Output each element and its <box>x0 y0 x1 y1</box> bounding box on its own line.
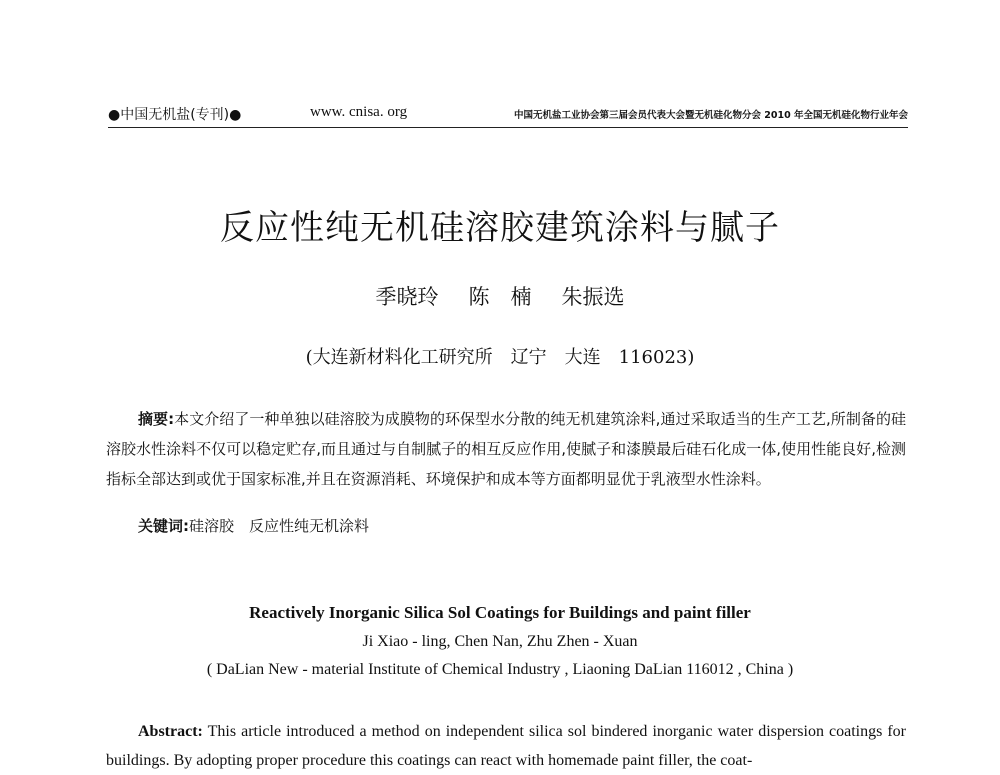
abstract-en <box>106 717 906 775</box>
author-name: 陈 楠 <box>468 285 532 309</box>
paper-title-en: Reactively Inorganic Silica Sol Coatings for Buildings and paint filler <box>249 603 751 622</box>
journal-website[interactable]: www. cnisa. org <box>310 104 408 120</box>
running-header <box>108 102 908 124</box>
abstract-text-cn: 本文介绍了一种单独以硅溶胶为成膜物的环保型水分散的纯无机建筑涂料,通过采取适当的生产工艺,所制备的硅溶胶水性涂料不仅可以稳定贮存,而且通过与自制腻子的相互反应作用,使腻子和漆膜最后硅石化成一体,使用性能良好,检测指标全部达到或优于国家标准,并且在资源消耗、环境保护和成本等方面都明显优于乳液型水性涂料。 <box>106 410 906 488</box>
abstract-label-cn: 摘要: <box>138 410 175 428</box>
affiliation-en: ( DaLian New - material Institute of Chemical Industry , Liaoning DaLian 116012 , China ) <box>206 661 794 678</box>
author-name: 朱振选 <box>561 285 625 309</box>
journal-name: ●中国无机盐(专刊)● <box>108 107 242 123</box>
abstract-cn <box>106 404 906 494</box>
abstract-label-en: Abstract: <box>138 723 203 740</box>
authors-cn <box>0 281 1000 311</box>
keywords-label-cn: 关键词: <box>138 517 189 535</box>
author-name: 季晓玲 <box>375 285 439 309</box>
keywords-cn <box>138 515 369 536</box>
header-rule <box>108 127 908 128</box>
paper-title-cn: 反应性纯无机硅溶胶建筑涂料与腻子 <box>220 208 780 248</box>
abstract-text-en: This article introduced a method on independent silica sol bindered inorganic water dispersion coatings for buildings. By adopting proper procedure this coatings can react with homemade paint filler, the coat- <box>106 723 907 769</box>
affiliation-cn: (大连新材料化工研究所 辽宁 大连 116023) <box>305 347 695 368</box>
keywords-text-cn: 硅溶胶 反应性纯无机涂料 <box>189 517 370 535</box>
authors-en: Ji Xiao - ling, Chen Nan, Zhu Zhen - Xuan <box>362 633 638 650</box>
conference-name: 中国无机盐工业协会第三届会员代表大会暨无机硅化物分会 2010 年全国无机硅化物行业年会 <box>513 110 908 121</box>
